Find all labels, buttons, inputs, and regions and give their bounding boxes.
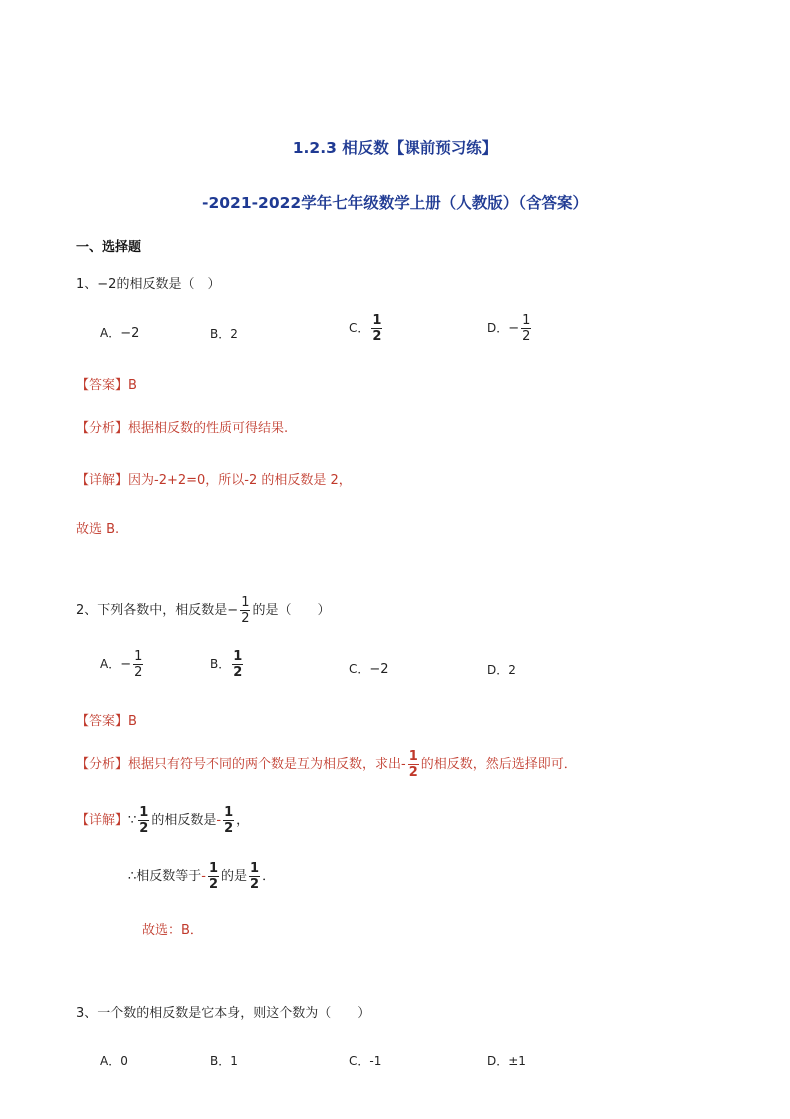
q1-option-d: D．− $\frac{1}{2}$ bbox=[487, 313, 531, 344]
q1-answer: 【答案】B bbox=[76, 378, 137, 393]
q2-analysis: 【分析】根据只有符号不同的两个数是互为相反数，求出- $\frac{1}{2}$ 的相反数，然后选择即可． bbox=[76, 749, 577, 780]
q2-therefore: ∴相反数等于- $\frac{1}{2}$ 的是 $\frac{1}{2}$ ． bbox=[128, 861, 276, 892]
q3-option-a: A．0 bbox=[100, 1054, 128, 1068]
q1-option-a: A．−2 bbox=[100, 326, 140, 341]
q2-option-a: A．− $\frac{1}{2}$ bbox=[100, 649, 143, 680]
q1-conclusion: 故选 B. bbox=[76, 522, 120, 537]
q1-analysis: 【分析】根据相反数的性质可得结果. bbox=[76, 421, 289, 436]
q2-option-d: D．2 bbox=[487, 663, 516, 677]
question-1-stem: 1、−2的相反数是（ ） bbox=[76, 277, 221, 292]
q1-option-b: B．2 bbox=[210, 327, 238, 341]
q3-option-b: B．1 bbox=[210, 1054, 238, 1068]
q3-option-c: C．-1 bbox=[349, 1054, 382, 1068]
q3-option-d: D．±1 bbox=[487, 1054, 526, 1068]
document-title: 1.2.3 相反数【课前预习练】 bbox=[292, 139, 498, 157]
q2-detail: 【详解】∵ $\frac{1}{2}$ 的相反数是- $\frac{1}{2}$ ， bbox=[76, 805, 250, 836]
q1-detail: 【详解】因为-2+2=0，所以-2 的相反数是 2， bbox=[76, 473, 352, 488]
q2-option-b: B． $\frac{1}{2}$ bbox=[210, 649, 243, 680]
section-title: 一、选择题 bbox=[76, 240, 142, 255]
q2-option-c: C．−2 bbox=[349, 662, 389, 677]
q2-answer: 【答案】B bbox=[76, 714, 137, 729]
question-2-stem: 2、下列各数中，相反数是− $\frac{1}{2}$ 的是（ ） bbox=[76, 595, 331, 626]
question-3-stem: 3、一个数的相反数是它本身，则这个数为（ ） bbox=[76, 1006, 371, 1021]
q2-conclusion: 故选：B． bbox=[142, 923, 203, 938]
document-subtitle: -2021-2022学年七年级数学上册（人教版）（含答案） bbox=[202, 194, 588, 212]
q1-option-c: C． $\frac{1}{2}$ bbox=[349, 313, 382, 344]
